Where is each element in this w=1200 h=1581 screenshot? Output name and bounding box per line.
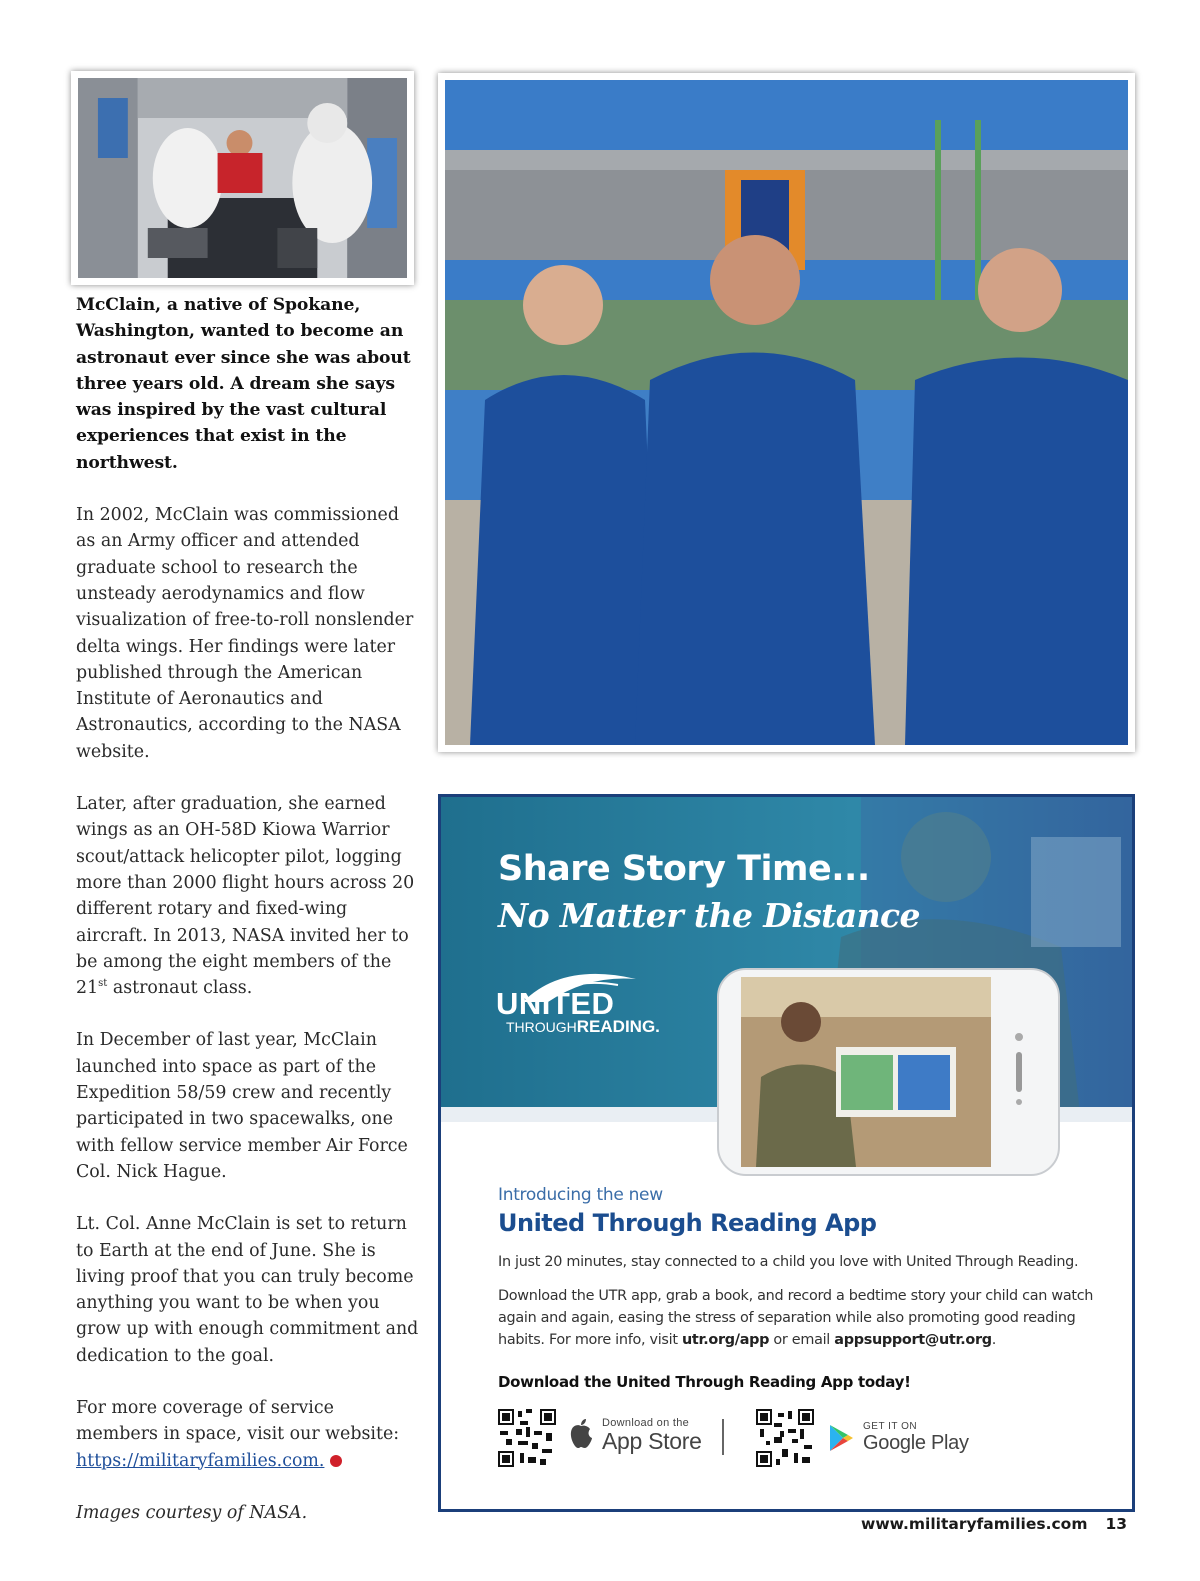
ad-intro-small: Introducing the new — [498, 1185, 663, 1205]
article-paragraph-1: In 2002, McClain was commissioned as an Army officer and attended graduate school to research the unsteady aerodynamics and flow visualization of free-to-roll nonslender delta wings. Her findings were later published through the American Institute of Aeronautics and Astronautics, according to the NASA website. — [76, 505, 414, 762]
logo-reading-text: READING. — [576, 1017, 660, 1036]
utr-swoosh-icon — [518, 967, 638, 1007]
utr-app-link[interactable]: utr.org/app — [681, 1332, 770, 1348]
google-play-badge[interactable] — [863, 1421, 969, 1454]
app-store-qr-code[interactable] — [498, 1409, 556, 1467]
google-play-qr-code[interactable] — [756, 1409, 814, 1467]
iss-interior-photo — [71, 71, 414, 285]
ad-paragraph-2-text: Download the UTR app, grab a book, and record a bedtime story your child can watch again and again, easing the stress of separation while also promoting good reading habits. For more info, visit — [498, 1288, 1094, 1348]
article-paragraph-3: In December of last year, McClain launched into space as part of the Expedition 58/59 crew and recently participated in two spacewalks, one with fellow service member Air Force Col. Nick Hague. — [76, 1030, 408, 1182]
paragraph-5-text: For more coverage of service members in space, visit our website: — [76, 1397, 400, 1445]
ad-subheadline: No Matter the Distance — [498, 896, 920, 935]
utr-logo — [496, 986, 660, 1036]
logo-through-reading — [506, 1019, 660, 1035]
crew-image — [445, 80, 1128, 745]
logo-united-text: UNITED — [496, 986, 615, 1021]
ad-headline: Share Story Time... — [498, 849, 870, 889]
photo-caption: McClain, a native of Spokane, Washington, wanted to become an astronaut ever since she was about three years old. A dream she says was inspired by the vast cultural experiences that exist in the northwest. — [76, 295, 411, 473]
website-link[interactable]: https://militaryfamilies.com. — [76, 1450, 325, 1471]
store-badges — [498, 1409, 1098, 1469]
google-play-label: Google Play — [863, 1432, 969, 1454]
logo-through-text: THROUGH — [506, 1019, 577, 1035]
apple-icon — [568, 1418, 594, 1450]
app-store-badge[interactable] — [602, 1417, 702, 1453]
ad-paragraph-2-end: . — [991, 1332, 997, 1348]
support-email-link[interactable]: appsupport@utr.org — [834, 1332, 992, 1348]
article-paragraph-4: Lt. Col. Anne McClain is set to return to Earth at the end of June. She is living proof that you can truly become anything you want to be when you grow up with enough commitment and dedication to the goal. — [76, 1214, 419, 1366]
paragraph-2-text-end: astronaut class. — [107, 978, 253, 999]
end-mark-icon — [330, 1455, 342, 1467]
page-footer — [861, 1515, 1127, 1533]
ad-paragraph-2 — [498, 1285, 1098, 1351]
article-paragraph-2 — [76, 791, 421, 1001]
crew-photo — [438, 73, 1135, 752]
phone-mockup — [716, 967, 1061, 1177]
ad-paragraph-1: In just 20 minutes, stay connected to a child you love with United Through Reading. — [498, 1254, 1079, 1270]
ad-call-to-action: Download the United Through Reading App today! — [498, 1373, 911, 1391]
store-divider — [722, 1419, 724, 1455]
app-store-small-text: Download on the — [602, 1417, 690, 1429]
ad-body — [498, 1185, 1098, 1391]
ad-app-title: United Through Reading App — [498, 1209, 877, 1237]
ad-paragraph-2-mid: or email — [769, 1332, 835, 1348]
article-column — [76, 292, 421, 1526]
ordinal-suffix: st — [98, 978, 108, 990]
image-credit: Images courtesy of NASA. — [76, 1502, 308, 1523]
google-play-icon — [828, 1423, 854, 1453]
google-play-small-text: GET IT ON — [863, 1421, 918, 1432]
page-number: 13 — [1105, 1515, 1128, 1533]
iss-interior-image — [78, 78, 407, 278]
footer-website: www.militaryfamilies.com — [861, 1515, 1088, 1533]
article-paragraph-5 — [76, 1395, 421, 1474]
paragraph-2-text: Later, after graduation, she earned wings as an OH-58D Kiowa Warrior scout/attack helicopter pilot, logging more than 2000 flight hours across 20 different rotary and fixed-wing aircraft. In 2013, NASA invited her to be among the eight members of the 21 — [76, 794, 415, 999]
utr-advertisement — [438, 794, 1135, 1512]
app-store-label: App Store — [602, 1428, 702, 1454]
